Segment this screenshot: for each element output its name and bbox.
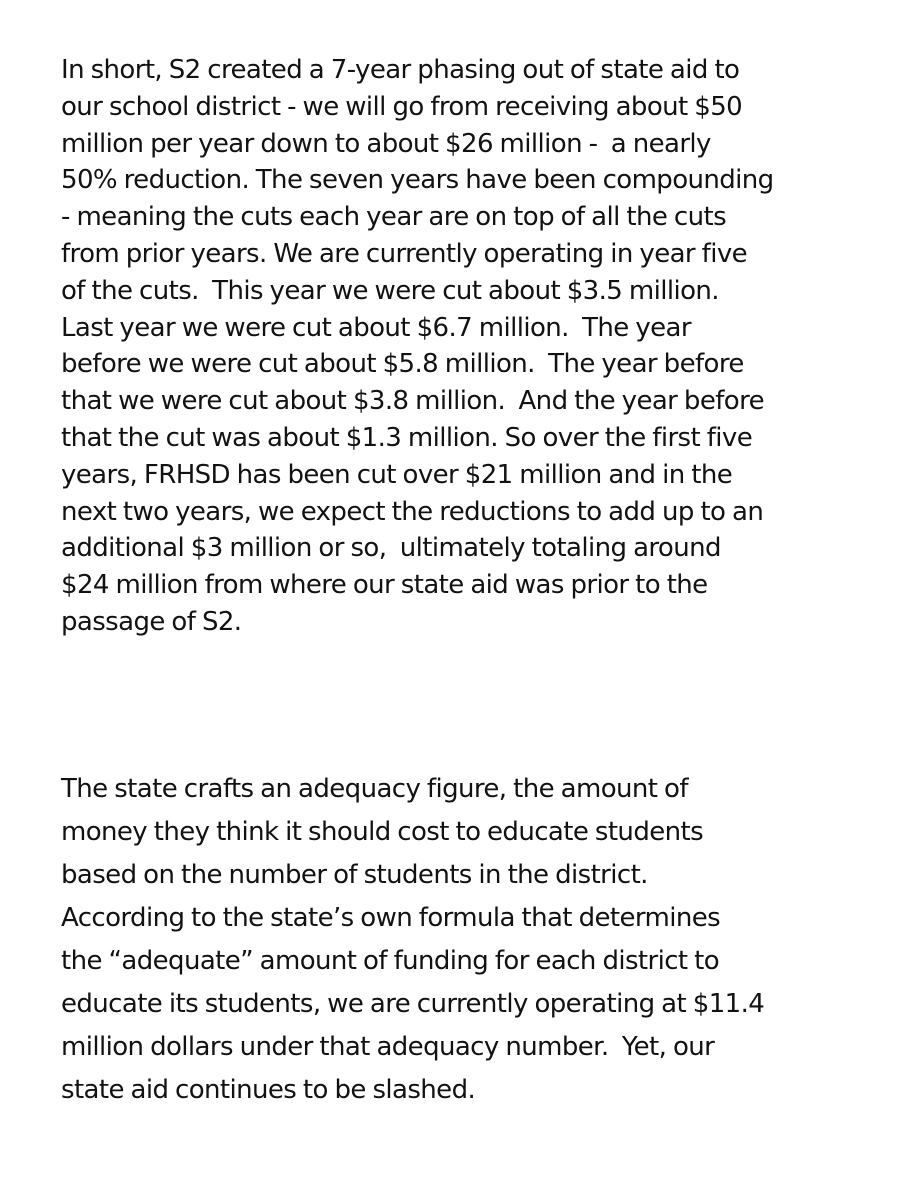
text-line: based on the number of students in the district. <box>61 860 648 890</box>
text-line: According to the state’s own formula that determines <box>61 903 721 933</box>
text-line: passage of S2. <box>61 606 242 637</box>
text-line: state aid continues to be slashed. <box>61 1075 476 1105</box>
text-line: the “adequate” amount of funding for each district to <box>61 946 720 976</box>
text-line: million per year down to about $26 million - a nearly <box>61 128 711 159</box>
text-line: years, FRHSD has been cut over $21 million and in the <box>61 459 733 490</box>
text-line: before we were cut about $5.8 million. The year before <box>61 349 744 380</box>
text-line: from prior years. We are currently operating in year five <box>61 238 748 269</box>
text-line: educate its students, we are currently operating at $11.4 <box>61 989 765 1019</box>
paragraph-state-aid-cuts <box>61 52 774 641</box>
text-line: next two years, we expect the reductions to add up to an <box>61 496 764 527</box>
text-line: that we were cut about $3.8 million. And the year before <box>61 386 765 417</box>
paragraph-adequacy-figure <box>61 768 764 1112</box>
text-line: million dollars under that adequacy number. Yet, our <box>61 1032 715 1062</box>
text-line: of the cuts. This year we were cut about $3.5 million. <box>61 275 719 306</box>
text-line: $24 million from where our state aid was prior to the <box>61 570 708 601</box>
text-line: Last year we were cut about $6.7 million. The year <box>61 312 691 343</box>
text-line: 50% reduction. The seven years have been compounding <box>61 165 774 196</box>
text-line: In short, S2 created a 7-year phasing out of state aid to <box>61 55 740 85</box>
text-line: our school district - we will go from receiving about $50 <box>61 91 743 122</box>
text-line: that the cut was about $1.3 million. So over the first five <box>61 422 753 453</box>
text-line: The state crafts an adequacy figure, the amount of <box>61 774 688 804</box>
text-line: - meaning the cuts each year are on top of all the cuts <box>61 202 727 233</box>
text-line: money they think it should cost to educate students <box>61 817 704 847</box>
text-line: additional $3 million or so, ultimately totaling around <box>61 533 721 564</box>
